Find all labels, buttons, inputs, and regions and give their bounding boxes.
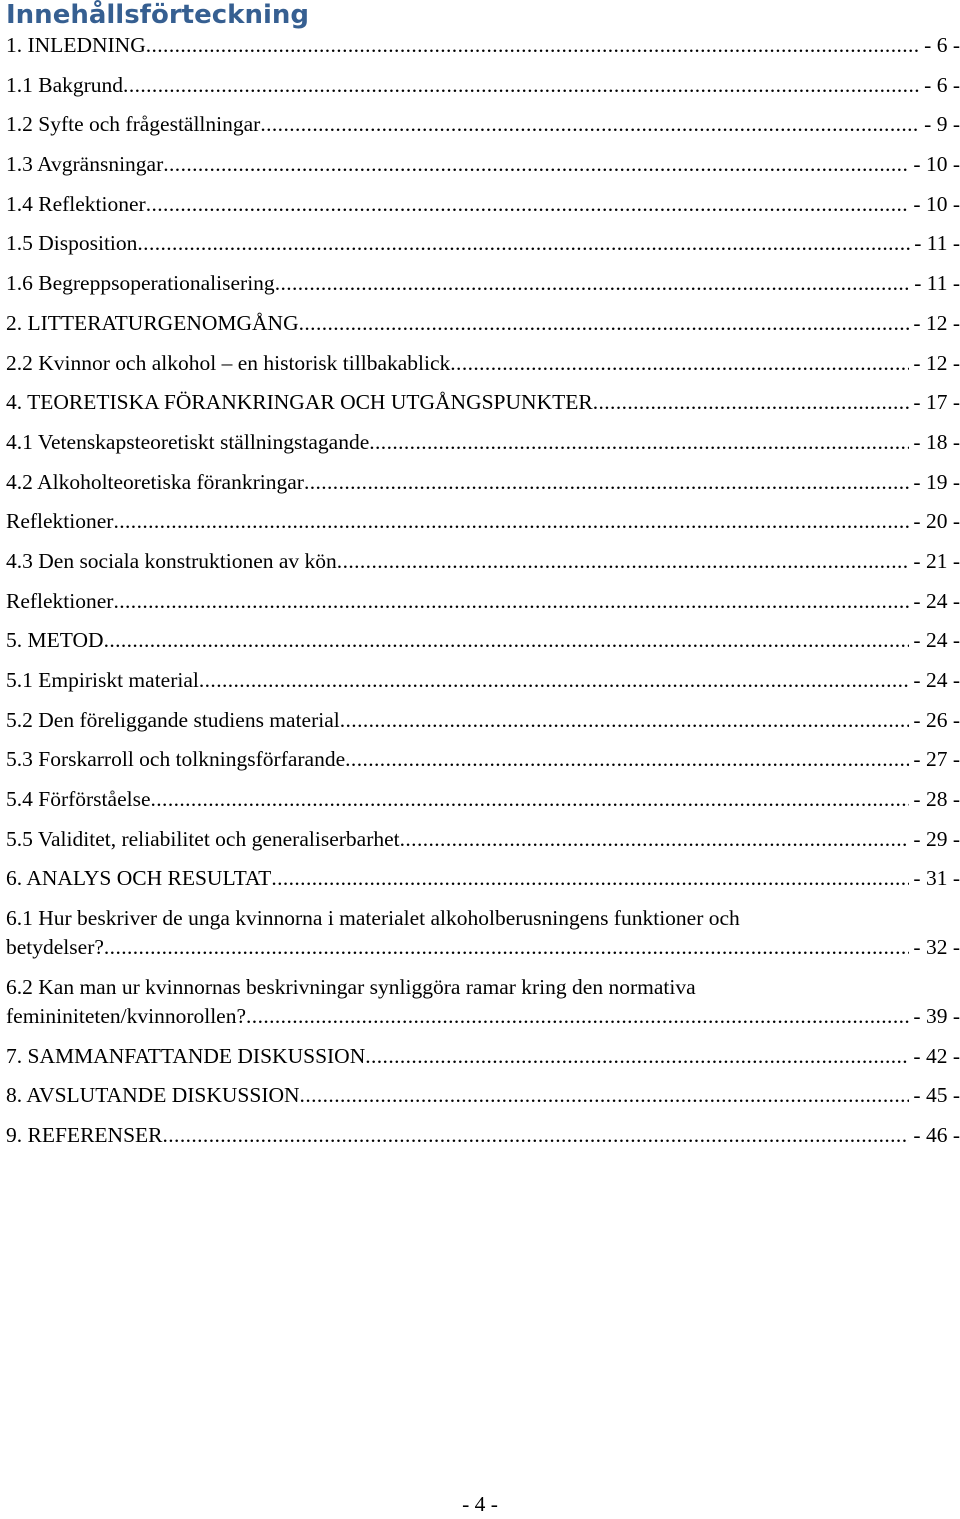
- toc-entry-page: - 12 -: [913, 350, 960, 375]
- toc-entry[interactable]: [6, 706, 960, 735]
- toc-entry-label: 1.5 Disposition: [6, 231, 138, 256]
- toc-entry-line: [6, 468, 960, 497]
- toc-entry-label: Reflektioner: [6, 509, 114, 534]
- dot-leader: [137, 229, 910, 258]
- toc-entry-label: 2.2 Kvinnor och alkohol – en historisk tillbakablick: [6, 350, 451, 375]
- toc-entry-label: 5.3 Forskarroll och tolkningsförfarande: [6, 747, 346, 772]
- toc-entry-label: Reflektioner: [6, 588, 114, 613]
- toc-entry-line: [6, 110, 960, 139]
- dot-leader: [104, 626, 910, 655]
- toc-entry-page: - 42 -: [913, 1043, 960, 1068]
- dot-leader: [369, 428, 909, 457]
- toc-entry-label: 5.1 Empiriskt material: [6, 668, 199, 692]
- toc-entry-label: 1.1 Bakgrund: [6, 72, 124, 97]
- toc-entry-page: - 21 -: [913, 548, 960, 573]
- toc-entry[interactable]: [6, 904, 960, 962]
- toc-entry-page: - 11 -: [914, 271, 960, 296]
- dot-leader: [246, 1002, 909, 1031]
- toc-entry-label: 5.4 Förförståelse: [6, 787, 151, 812]
- dot-leader: [304, 468, 909, 497]
- toc-entry-page: - 39 -: [913, 1003, 960, 1028]
- dot-leader: [199, 666, 910, 695]
- toc-entry[interactable]: [6, 666, 960, 695]
- toc-entry-page: - 31 -: [913, 866, 960, 891]
- toc-entry-page: - 29 -: [913, 826, 960, 851]
- toc-entry-label: 5. METOD: [6, 628, 104, 653]
- toc-entry-label: 2. LITTERATURGENOMGÅNG: [6, 310, 299, 335]
- toc-entry-page: - 11 -: [914, 231, 960, 256]
- dot-leader: [163, 150, 909, 179]
- toc-entry[interactable]: [6, 110, 960, 139]
- toc-entry-page: - 10 -: [913, 152, 960, 177]
- toc-entry-label: 5.2 Den föreliggande studiens material: [6, 707, 340, 732]
- toc-entry-page: - 24 -: [913, 588, 960, 613]
- toc-entry-page: - 10 -: [913, 191, 960, 216]
- toc-entry[interactable]: [6, 31, 960, 60]
- toc-entry[interactable]: [6, 468, 960, 497]
- toc-entry-line: [6, 229, 960, 258]
- toc-entry-line: [6, 31, 960, 60]
- toc-entry-line: [6, 1002, 960, 1031]
- toc-heading: Innehållsförteckning: [6, 0, 309, 30]
- toc-entry-line: [6, 309, 960, 338]
- toc-entry[interactable]: [6, 1081, 960, 1110]
- toc-entry-page: - 26 -: [913, 707, 960, 732]
- toc-entry-line: [6, 150, 960, 179]
- dot-leader: [260, 110, 920, 139]
- toc-entry-page: - 20 -: [913, 509, 960, 534]
- toc-entry-page: - 32 -: [913, 935, 960, 960]
- toc-entry[interactable]: [6, 864, 960, 893]
- toc-entry-line: [6, 349, 960, 378]
- toc-entry-line: [6, 269, 960, 298]
- toc-entry-title-line: 6.1 Hur beskriver de unga kvinnorna i materialet alkoholberusningens funktioner och: [6, 906, 740, 931]
- dot-leader: [163, 1121, 910, 1150]
- toc-entry[interactable]: [6, 507, 960, 536]
- toc-entry[interactable]: [6, 745, 960, 774]
- toc-entry[interactable]: [6, 309, 960, 338]
- dot-leader: [113, 507, 909, 536]
- page-number: - 4 -: [462, 1492, 498, 1516]
- toc-entry-page: - 28 -: [913, 787, 960, 812]
- dot-leader: [450, 349, 909, 378]
- toc-entry[interactable]: [6, 973, 960, 1031]
- toc-entry-line: [6, 428, 960, 457]
- toc-entry-label: 8. AVSLUTANDE DISKUSSION: [6, 1083, 300, 1108]
- toc-entry[interactable]: [6, 190, 960, 219]
- dot-leader: [299, 309, 910, 338]
- toc-entry[interactable]: [6, 388, 960, 417]
- toc-entry-page: - 19 -: [913, 469, 960, 494]
- dot-leader: [337, 547, 910, 576]
- toc-entry-label: femininiteten/kvinnorollen?: [6, 1003, 247, 1028]
- toc-entry-title-line: 6.2 Kan man ur kvinnornas beskrivningar synliggöra ramar kring den normativa: [6, 974, 696, 999]
- toc-entry[interactable]: [6, 229, 960, 258]
- toc-entry-line: [6, 864, 960, 893]
- dot-leader: [300, 1081, 910, 1110]
- toc-entry-line: [6, 507, 960, 536]
- toc-entry-label: 4. TEORETISKA FÖRANKRINGAR OCH UTGÅNGSPUNKTER: [6, 390, 593, 415]
- toc-entry-label: 4.3 Den sociala konstruktionen av kön: [6, 548, 337, 573]
- toc-entry-page: - 9 -: [924, 112, 960, 137]
- dot-leader: [104, 933, 910, 962]
- toc-entry-page: - 18 -: [913, 429, 960, 454]
- toc-entry[interactable]: [6, 349, 960, 378]
- dot-leader: [593, 388, 910, 417]
- toc-entry[interactable]: [6, 1042, 960, 1071]
- dot-leader: [275, 269, 911, 298]
- dot-leader: [365, 1042, 909, 1071]
- toc-entry-line: [6, 626, 960, 655]
- toc-entry-label: betydelser?: [6, 935, 104, 960]
- toc-entry-page: - 12 -: [913, 310, 960, 335]
- toc-entry-label: 6. ANALYS OCH RESULTAT: [6, 866, 272, 891]
- toc-entry-label: 7. SAMMANFATTANDE DISKUSSION: [6, 1043, 366, 1068]
- toc-entry-page: - 17 -: [913, 390, 960, 415]
- toc-entry-label: 9. REFERENSER: [6, 1122, 163, 1147]
- toc-entry-page: - 24 -: [913, 628, 960, 653]
- toc-entry[interactable]: [6, 785, 960, 814]
- toc-entry[interactable]: [6, 1121, 960, 1150]
- dot-leader: [345, 745, 909, 774]
- toc-entry-label: 1.4 Reflektioner: [6, 191, 146, 216]
- toc-entry[interactable]: [6, 71, 960, 100]
- toc-entry[interactable]: [6, 587, 960, 616]
- toc-entry-label: 4.2 Alkoholteoretiska förankringar: [6, 469, 304, 494]
- toc-entry-page: - 24 -: [913, 668, 960, 692]
- toc-entry-line: [6, 933, 960, 962]
- toc-entry[interactable]: [6, 547, 960, 576]
- dot-leader: [146, 31, 920, 60]
- dot-leader: [146, 190, 910, 219]
- dot-leader: [151, 785, 910, 814]
- toc-entry[interactable]: [6, 150, 960, 179]
- toc-entry-line: [6, 71, 960, 100]
- toc-entry-label: 1. INLEDNING: [6, 33, 146, 57]
- toc-entry[interactable]: [6, 626, 960, 655]
- toc-entry[interactable]: [6, 428, 960, 457]
- toc-entry-line: [6, 825, 960, 854]
- toc-entry-label: 4.1 Vetenskapsteoretiskt ställningstagande: [6, 429, 370, 454]
- toc-entry[interactable]: [6, 825, 960, 854]
- dot-leader: [271, 864, 909, 893]
- dot-leader: [400, 825, 910, 854]
- toc-entry-line: [6, 190, 960, 219]
- toc-entry-label: 1.6 Begreppsoperationalisering: [6, 271, 275, 296]
- toc-entry-page: - 6 -: [924, 72, 960, 97]
- toc-entry-page: - 6 -: [924, 33, 960, 57]
- toc-entry-line: [6, 388, 960, 417]
- toc-entry-line: [6, 1042, 960, 1071]
- toc-entry-line: [6, 587, 960, 616]
- dot-leader: [340, 706, 910, 735]
- toc-entry-label: 5.5 Validitet, reliabilitet och generaliserbarhet: [6, 826, 400, 851]
- dot-leader: [123, 71, 920, 100]
- toc-entry-line: [6, 1081, 960, 1110]
- toc-entry-line: [6, 547, 960, 576]
- toc-entry-line: [6, 706, 960, 735]
- toc-entry-label: 1.3 Avgränsningar: [6, 152, 164, 177]
- table-of-contents: [6, 31, 960, 1161]
- toc-entry-line: [6, 785, 960, 814]
- dot-leader: [113, 587, 909, 616]
- toc-entry[interactable]: [6, 269, 960, 298]
- toc-entry-page: - 46 -: [913, 1122, 960, 1147]
- toc-entry-line: [6, 745, 960, 774]
- toc-entry-line: [6, 1121, 960, 1150]
- toc-entry-page: - 45 -: [913, 1083, 960, 1108]
- toc-entry-label: 1.2 Syfte och frågeställningar: [6, 112, 261, 137]
- toc-entry-page: - 27 -: [913, 747, 960, 772]
- toc-entry-line: [6, 666, 960, 695]
